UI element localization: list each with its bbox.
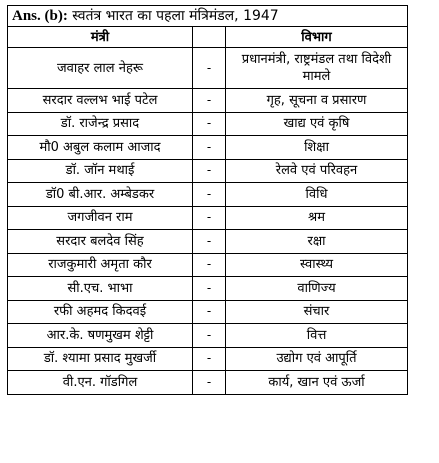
department-cell: वाणिज्य (226, 277, 408, 301)
minister-cell: डॉ. श्यामा प्रसाद मुखर्जी (8, 347, 193, 371)
table-row (8, 89, 408, 113)
department-cell: उद्योग एवं आपूर्ति (226, 347, 408, 371)
department-cell: कार्य, खान एवं ऊर्जा (226, 371, 408, 395)
separator-cell: - (193, 183, 226, 207)
answer-label: Ans. (b): (12, 7, 68, 24)
department-cell: स्वास्थ्य (226, 253, 408, 277)
header-row (8, 27, 408, 48)
table-row (8, 324, 408, 348)
department-cell: श्रम (226, 206, 408, 230)
table-row (8, 371, 408, 395)
department-cell: शिक्षा (226, 136, 408, 160)
department-cell: खाद्य एवं कृषि (226, 112, 408, 136)
table-row (8, 159, 408, 183)
minister-cell: वी.एन. गॉडगिल (8, 371, 193, 395)
separator-cell: - (193, 347, 226, 371)
minister-cell: जगजीवन राम (8, 206, 193, 230)
minister-cell: जवाहर लाल नेहरू (8, 48, 193, 89)
title-cell (8, 6, 408, 27)
separator-cell: - (193, 136, 226, 160)
cabinet-table-container (7, 5, 407, 395)
table-row (8, 253, 408, 277)
minister-cell: सरदार बलदेव सिंह (8, 230, 193, 254)
separator-cell: - (193, 371, 226, 395)
table-row (8, 230, 408, 254)
minister-cell: सरदार वल्लभ भाई पटेल (8, 89, 193, 113)
department-cell: रेलवे एवं परिवहन (226, 159, 408, 183)
minister-cell: राजकुमारी अमृता कौर (8, 253, 193, 277)
department-cell: रक्षा (226, 230, 408, 254)
minister-cell: रफी अहमद किदवई (8, 300, 193, 324)
department-cell: वित्त (226, 324, 408, 348)
minister-cell: डॉ. जॉन मथाई (8, 159, 193, 183)
department-cell: संचार (226, 300, 408, 324)
minister-cell: आर.के. षणमुखम शेट्टी (8, 324, 193, 348)
separator-cell: - (193, 159, 226, 183)
department-cell: विधि (226, 183, 408, 207)
table-row (8, 183, 408, 207)
department-cell: प्रधानमंत्री, राष्ट्रमंडल तथा विदेशी मामले (226, 48, 408, 89)
table-row (8, 112, 408, 136)
minister-cell: डॉ0 बी.आर. अम्बेडकर (8, 183, 193, 207)
table-row (8, 300, 408, 324)
separator-cell: - (193, 89, 226, 113)
title-row (8, 6, 408, 27)
table-row (8, 136, 408, 160)
separator-cell: - (193, 230, 226, 254)
header-separator (193, 27, 226, 48)
header-minister: मंत्री (8, 27, 193, 48)
separator-cell: - (193, 253, 226, 277)
separator-cell: - (193, 324, 226, 348)
table-row (8, 277, 408, 301)
separator-cell: - (193, 300, 226, 324)
table-title: स्वतंत्र भारत का पहला मंत्रिमंडल, 1947 (72, 7, 279, 24)
table-row (8, 206, 408, 230)
minister-cell: सी.एच. भाभा (8, 277, 193, 301)
separator-cell: - (193, 48, 226, 89)
minister-cell: डॉ. राजेन्द्र प्रसाद (8, 112, 193, 136)
separator-cell: - (193, 206, 226, 230)
table-row (8, 347, 408, 371)
minister-cell: मौ0 अबुल कलाम आजाद (8, 136, 193, 160)
separator-cell: - (193, 277, 226, 301)
table-row (8, 48, 408, 89)
cabinet-table (7, 5, 408, 395)
header-department: विभाग (226, 27, 408, 48)
department-cell: गृह, सूचना व प्रसारण (226, 89, 408, 113)
separator-cell: - (193, 112, 226, 136)
